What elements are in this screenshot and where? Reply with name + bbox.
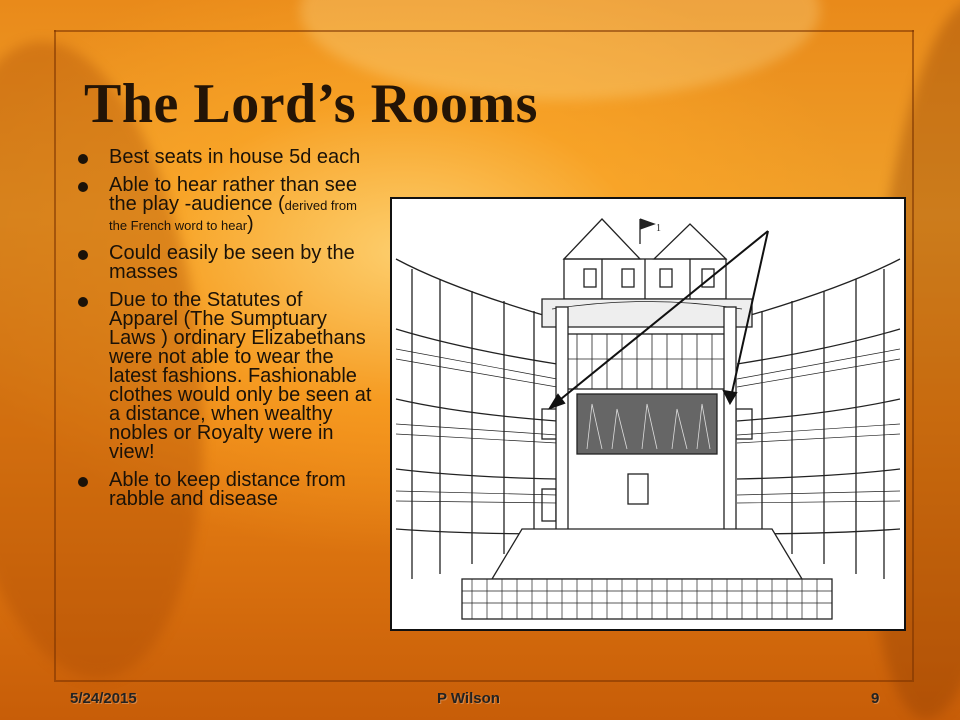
bullet-item xyxy=(78,148,374,167)
stage-pillar-left xyxy=(556,307,568,557)
bullet-icon xyxy=(78,477,88,487)
stage-pillar-right xyxy=(724,307,736,557)
heavens-canopy xyxy=(542,299,752,327)
footer-author: P Wilson xyxy=(437,690,500,707)
stage-tapestry xyxy=(577,394,717,454)
bullet-text: Able to hear rather than see the play -audience ( xyxy=(109,174,357,215)
stage-platform xyxy=(492,529,802,579)
slide-title: The Lord’s Rooms xyxy=(84,73,538,135)
bullet-item xyxy=(78,471,374,509)
bullet-icon xyxy=(78,297,88,307)
lords-gallery xyxy=(562,334,732,389)
stage-front xyxy=(462,579,832,619)
flag-label: 1 xyxy=(656,223,661,234)
bullet-text: Able to keep distance from rabble and disease xyxy=(109,469,346,510)
frame-line xyxy=(912,30,914,680)
bullet-text-small: derived from the French word to hear xyxy=(109,198,357,233)
bullet-text: Best seats in house 5d each xyxy=(109,146,361,168)
center-door xyxy=(628,474,648,504)
theatre-sketch xyxy=(392,199,904,629)
bullet-icon xyxy=(78,182,88,192)
frame-line xyxy=(54,30,914,32)
bullet-list xyxy=(78,148,374,518)
footer-date: 5/24/2015 xyxy=(70,690,137,707)
globe-theatre-illustration xyxy=(390,197,906,631)
gallery-roof-right xyxy=(737,259,900,319)
bullet-text: ) xyxy=(247,213,254,235)
bullet-text: Could easily be seen by the masses xyxy=(109,242,355,283)
tiring-house-gables xyxy=(564,219,726,299)
bullet-item xyxy=(78,176,374,235)
footer-page-number: 9 xyxy=(871,690,880,707)
bullet-item xyxy=(78,244,374,282)
bullet-icon xyxy=(78,250,88,260)
frame-line xyxy=(54,680,914,682)
gallery-roof-left xyxy=(396,259,557,319)
bullet-item xyxy=(78,291,374,462)
frame-line xyxy=(54,30,56,680)
bullet-text: Due to the Statutes of Apparel (The Sumptuary Laws ) ordinary Elizabethans were not able to wear the latest fashions. Fashionable clothes would only be seen at a distance, when wealthy nobles or Royalty were in view! xyxy=(109,289,372,463)
bullet-icon xyxy=(78,154,88,164)
